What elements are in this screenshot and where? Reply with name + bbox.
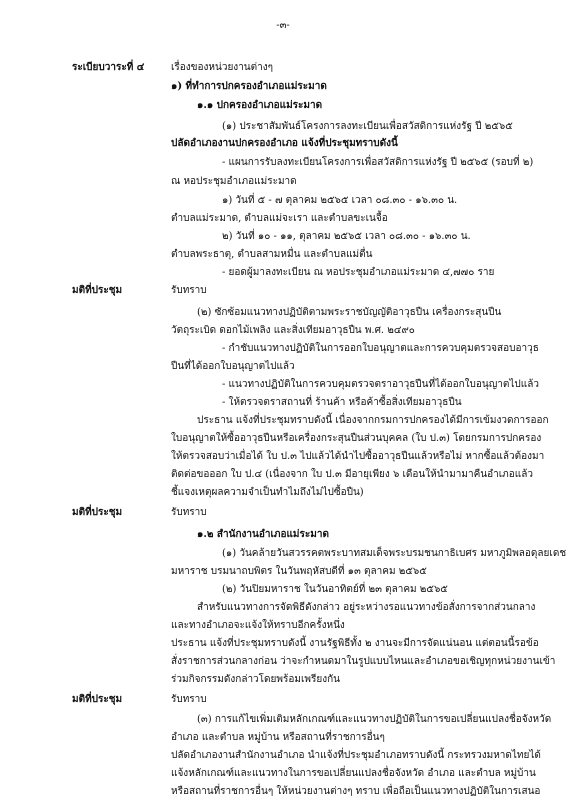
item-line: (๑) วันคล้ายวันสวรรคตพระบาทสมเด็จพระบรมชนกาธิเบศร มหาภูมิพลอดุลยเดช (222, 548, 566, 559)
item-line: ติดต่อขอออก ใบ ป.๔ (เนื่องจาก ใบ ป.๓ มีอายุเพียง ๖ เดือนให้นำมามาคืนอำเภอแล้ว (171, 469, 533, 480)
agenda-title: เรื่องของหน่วยงานต่างๆ (171, 62, 274, 73)
item-line: - ยอดผู้มาลงทะเบียน ณ หอประชุมอำเภอแม่ระมาด ๔,๗๗๐ ราย (222, 267, 495, 278)
resolution-label: มติที่ประชุม (72, 507, 123, 518)
item-line: ร่วมกิจกรรมดังกล่าวโดยพร้อมเพรียงกัน (171, 674, 340, 685)
item-line: ๑) วันที่ ๕ - ๗ ตุลาคม ๒๕๖๕ เวลา ๐๘.๓๐ - ๑๖.๓๐ น. (222, 195, 458, 206)
item-line: สั่งราชการส่วนกลางก่อน ว่าจะกำหนดมาในรูปแบบไหนและอำเภอขอเชิญทุกหน่วยงานเข้า (171, 656, 556, 667)
item-line: ชี้แจงเหตุผลความจำเป็นทำไมถึงไม่ไปซื้อปืน) (171, 487, 364, 498)
subsection-heading: ๑.๒ สำนักงานอำเภอแม่ระมาด (197, 529, 329, 540)
item-line: ปืนที่ได้ออกใบอนุญาตไปแล้ว (171, 361, 295, 372)
item-line: วัตถุระเบิด ดอกไม้เพลิง และสิ่งเทียมอาวุธปืน พ.ศ. ๒๔๙๐ (171, 325, 415, 336)
item-line: ณ หอประชุมอำเภอแม่ระมาด (171, 176, 297, 187)
resolution-label: มติที่ประชุม (72, 694, 123, 705)
subsection-heading: ๑.๑ ปกครองอำเภอแม่ระมาด (197, 100, 323, 111)
item-line: ๒) วันที่ ๑๐ - ๑๑, ตุลาคม ๒๕๖๕ เวลา ๐๘.๓๐ - ๑๖.๓๐ น. (222, 231, 471, 242)
item-line: สำหรับแนวทางการจัดพิธีดังกล่าว อยู่ระหว่างรอแนวทางข้อสั่งการจากส่วนกลาง (197, 602, 536, 613)
item-line: ใบอนุญาตให้ซื้ออาวุธปืนหรือเครื่องกระสุนปืนส่วนบุคคล (ใบ ป.๓) โดยกรมการปกครอง (171, 433, 542, 444)
item-line: - แผนการรับลงทะเบียนโครงการเพื่อสวัสดิการแห่งรัฐ ปี ๒๕๖๕ (รอบที่ ๒) (222, 157, 534, 168)
item-line: มหาราช บรมนาถบพิตร ในวันพฤหัสบดีที่ ๑๓ ตุลาคม ๒๕๖๕ (171, 566, 427, 577)
item-line: (๓) การแก้ไขเพิ่มเติมหลักเกณฑ์และแนวทางปฏิบัติในการขอเปลี่ยนแปลงชื่อจังหวัด (197, 714, 552, 725)
item-line: อำเภอ และตำบล หมู่บ้าน หรือสถานที่ราชการอื่นๆ (171, 732, 385, 743)
item-line: - กำชับแนวทางปฏิบัติในการออกใบอนุญาตและการควบคุมตรวจสอบอาวุธ (222, 343, 539, 354)
resolution-text: รับทราบ (171, 285, 207, 296)
item-line: ปลัดอำเภองานสำนักงานอำเภอ นำแจ้งที่ประชุมอำเภอทราบดังนี้ กระทรวงมหาดไทยได้ (171, 750, 541, 761)
item-line: - ให้ตรวจตราสถานที่ ร้านค้า หรือค้าซื้อสิ่งเทียมอาวุธปืน (222, 397, 462, 408)
resolution-text: รับทราบ (171, 507, 207, 518)
item-line: (๒) ซักซ้อมแนวทางปฏิบัติตามพระราชบัญญัติอาวุธปืน เครื่องกระสุนปืน (197, 307, 502, 318)
item-line: - แนวทางปฏิบัติในการควบคุมตรวจตราอาวุธปืนที่ได้ออกใบอนุญาตไปแล้ว (222, 379, 539, 390)
page-number: -๓- (276, 20, 290, 31)
resolution-label: มติที่ประชุม (72, 285, 123, 296)
item-line: แจ้งหลักเกณฑ์และแนวทางในการขอเปลี่ยนแปลงชื่อจังหวัด อำเภอ และตำบล หมู่บ้าน (171, 768, 536, 779)
item-line: ตำบลพระธาตุ, ตำบลสามหมื่น และตำบลแม่ตื่น (171, 249, 373, 260)
resolution-text: รับทราบ (171, 694, 207, 705)
item-line: (๒) วันปิยมหาราช ในวันอาทิตย์ที่ ๒๓ ตุลาคม ๒๕๖๕ (222, 584, 448, 595)
item-line: หรือสถานที่ราชการอื่นๆ ให้หน่วยงานต่างๆ ทราบ เพื่อถือเป็นแนวทางปฏิบัติในการเสนอ (171, 786, 541, 797)
item-line: และทางอำเภอจะแจ้งให้ทราบอีกครั้งหนึ่ง (171, 620, 345, 631)
agenda-heading: ระเบียบวาระที่ ๔ (72, 62, 145, 73)
item-line: (๑) ประชาสัมพันธ์โครงการลงทะเบียนเพื่อสวัสดิการแห่งรัฐ ปี ๒๕๖๕ (222, 121, 513, 132)
item-line: ตำบลแม่ระมาด, ตำบลแม่จะเรา และตำบลขะเนจื้อ (171, 213, 388, 224)
section-heading: ๑) ที่ทำการปกครองอำเภอแม่ระมาด (171, 81, 327, 92)
item-line: ประธาน แจ้งที่ประชุมทราบดังนี้ เนื่องจากกรมการปกครองได้มีการเข้มงวดการออก (197, 415, 549, 426)
item-line: ประธาน แจ้งที่ประชุมทราบดังนี้ งานรัฐพิธีทั้ง ๒ งานจะมีการจัดแน่นอน แต่ตอนนี้รอข้อ (171, 638, 539, 649)
item-line: ปลัดอำเภองานปกครองอำเภอ แจ้งที่ประชุมทราบดังนี้ (171, 138, 398, 149)
item-line: ให้ตรวจสอบว่าเมื่อได้ ใบ ป.๓ ไปแล้วได้นำไปซื้ออาวุธปืนแล้วหรือไม่ หากซื้อแล้วต้องมา (171, 451, 545, 462)
